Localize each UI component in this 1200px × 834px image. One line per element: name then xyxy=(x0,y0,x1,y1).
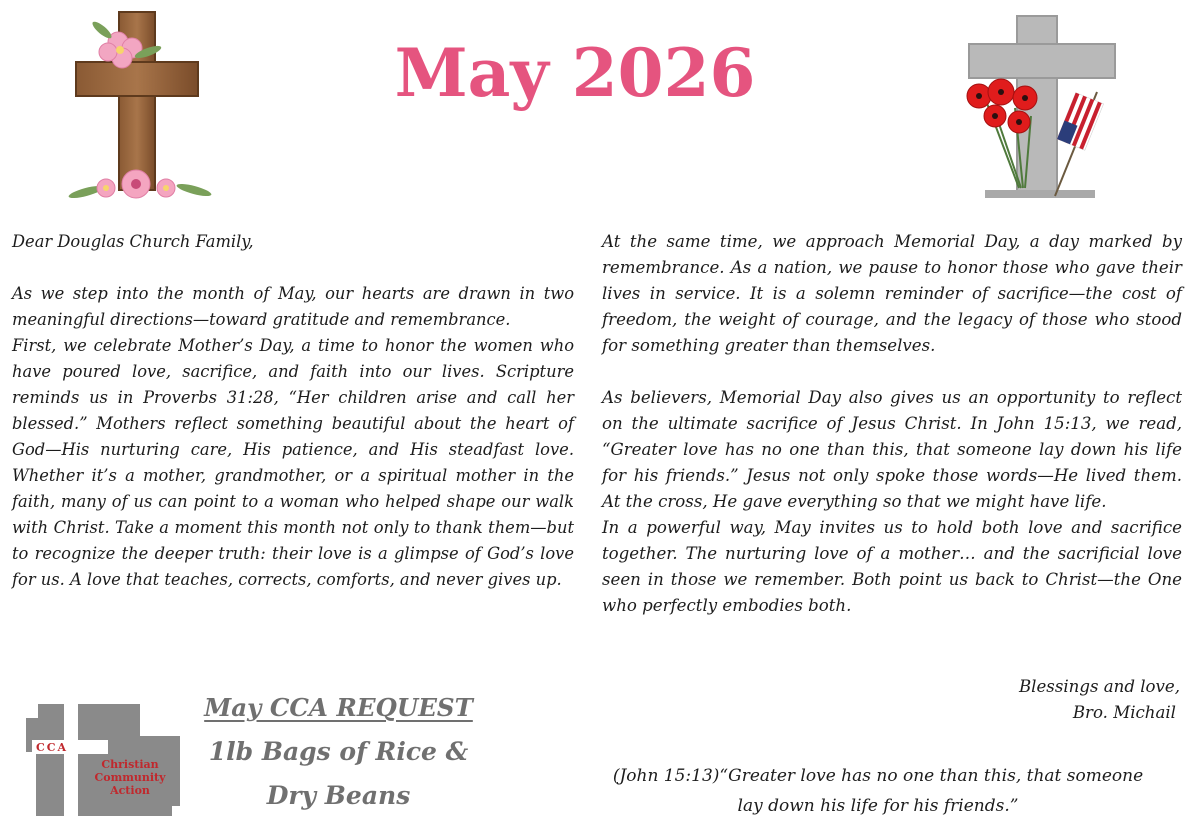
page-title: May 2026 xyxy=(394,34,756,112)
letter-paragraph: As we step into the month of May, our hearts are drawn in two meaningful directions—toward gratitude and remembrance. xyxy=(12,284,574,329)
cca-request xyxy=(186,686,491,818)
letter-signature xyxy=(1019,674,1180,726)
cca-item: 1lb Bags of Rice & xyxy=(208,737,469,766)
logo-name-line: Christian xyxy=(101,758,159,771)
logo-letters: CCA xyxy=(36,741,69,754)
letter-paragraph: At the same time, we approach Memorial Day, a day marked by remembrance. As a nation, we pause to honor those who gave their lives in service. It is a solemn reminder of sacrifice—the cost of freedom, the weight of courage, and the legacy of those who stood for something greater than themselves. xyxy=(602,232,1182,355)
signature-name: Bro. Michail xyxy=(1072,703,1176,722)
gray-cross-with-poppies-and-flag-icon xyxy=(955,12,1120,200)
closing-text: Blessings and love, xyxy=(1018,677,1180,696)
letter-paragraph: First, we celebrate Mother’s Day, a time to honor the women who have poured love, sacrifice, and faith into our lives. Scripture reminds us in Proverbs 31:28, “Her children arise and call her blessed.” Mothers reflect something beautiful about the heart of God—His nurturing care, His patience, and His steadfast love. Whether it’s a mother, grandmother, or a spiritual mother in the faith, many of us can point to a woman who helped shape our walk with Christ. Take a moment this month not only to thank them—but to recognize the deeper truth: their love is a glimpse of God’s love for us. A love that teaches, corrects, comforts, and never gives up. xyxy=(12,336,574,589)
cca-heading: May CCA REQUEST xyxy=(204,693,473,722)
wooden-cross-with-pink-flowers-icon xyxy=(56,4,216,212)
letter-greeting: Dear Douglas Church Family, xyxy=(12,232,254,251)
letter-right-column xyxy=(602,229,1182,619)
verse-line: (John 15:13)“Greater love has no one than this, that someone xyxy=(612,766,1144,786)
letter-paragraph: In a powerful way, May invites us to hold both love and sacrifice together. The nurturing love of a mother… and the sacrificial love seen in those we remember. Both point us back to Christ—the One who perfectly embodies both. xyxy=(602,518,1182,615)
verse-line: lay down his life for his friends.” xyxy=(737,796,1019,816)
cca-item: Dry Beans xyxy=(266,781,411,810)
cca-logo xyxy=(22,696,184,822)
logo-name-line: Action xyxy=(110,784,150,797)
logo-name-line: Community xyxy=(94,771,166,784)
letter-left-column xyxy=(12,229,574,593)
bible-verse xyxy=(578,761,1178,821)
letter-paragraph: As believers, Memorial Day also gives us an opportunity to reflect on the ultimate sacrifice of Jesus Christ. In John 15:13, we read, “Greater love has no one than this, that someone lay down his life for his friends.” Jesus not only spoke those words—He lived them. At the cross, He gave everything so that we might have life. xyxy=(602,388,1182,511)
